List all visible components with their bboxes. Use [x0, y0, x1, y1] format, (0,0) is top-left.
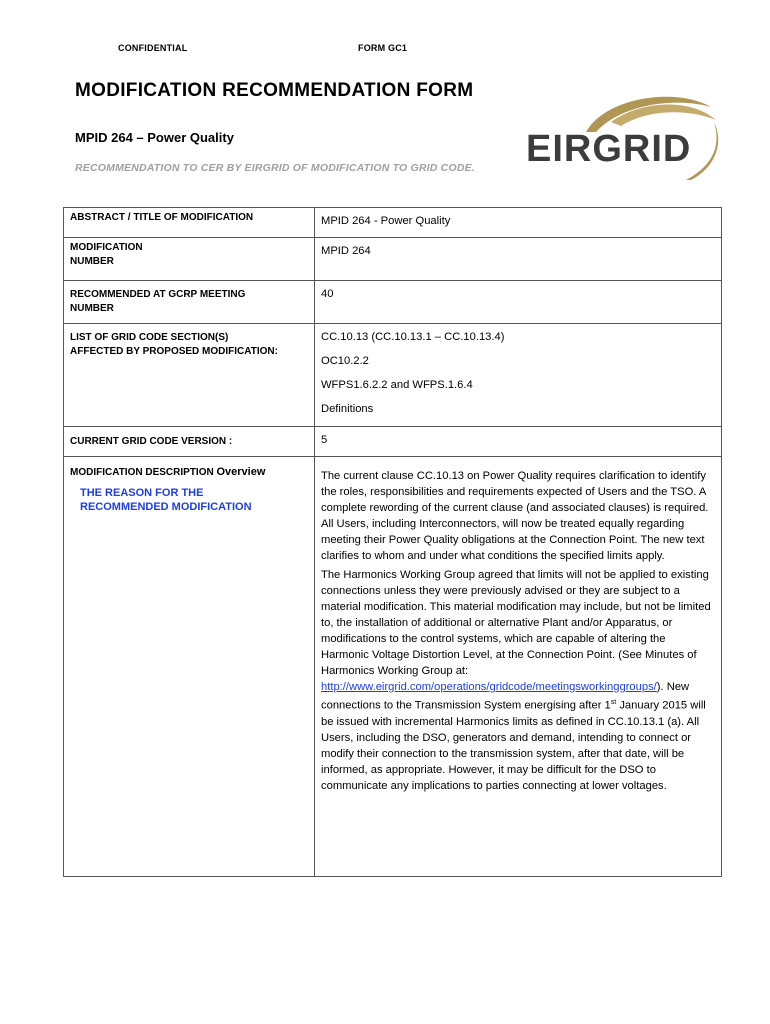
sections-value — [315, 324, 722, 427]
recommendation-line: RECOMMENDATION TO CER BY EIRGRID OF MODIFICATION TO GRID CODE. — [75, 162, 475, 174]
section-item: CC.10.13 (CC.10.13.1 – CC.10.13.4) — [321, 331, 505, 343]
section-item: OC10.2.2 — [321, 355, 369, 367]
modification-number-label-line2: NUMBER — [70, 256, 114, 267]
header-confidential: CONFIDENTIAL — [118, 43, 188, 53]
reason-heading — [80, 486, 308, 514]
page-title: MODIFICATION RECOMMENDATION FORM — [75, 80, 474, 101]
abstract-label: ABSTRACT / TITLE OF MODIFICATION — [64, 208, 315, 238]
gcrp-meeting-value: 40 — [315, 281, 722, 324]
page-subtitle: MPID 264 – Power Quality — [75, 130, 234, 145]
table-row — [64, 457, 722, 877]
description-paragraph-2-mid: ). New connections to the Transmission System energising after 1 — [321, 681, 690, 712]
reason-heading-line1: THE REASON FOR THE — [80, 487, 204, 499]
table-row — [64, 281, 722, 324]
table-row — [64, 324, 722, 427]
gcrp-meeting-label — [64, 281, 315, 324]
modification-number-label — [64, 238, 315, 281]
logo-wordmark: EIRGRID — [526, 128, 692, 170]
ordinal-suffix: st — [610, 699, 617, 706]
eirgrid-logo — [526, 92, 726, 187]
sections-label — [64, 324, 315, 427]
section-item: Definitions — [321, 403, 374, 415]
modification-table — [63, 207, 722, 877]
gcrp-meeting-label-line2: NUMBER — [70, 303, 114, 314]
gcrp-meeting-label-line1: RECOMMENDED AT GCRP MEETING — [70, 289, 246, 300]
description-overview-text: Overview — [216, 466, 266, 478]
version-label: CURRENT GRID CODE VERSION : — [64, 427, 315, 457]
header-form-id: FORM GC1 — [358, 43, 408, 53]
reason-heading-line2: RECOMMENDED MODIFICATION — [80, 501, 252, 513]
description-value — [315, 457, 722, 877]
table-row — [64, 208, 722, 238]
sections-label-line1: LIST OF GRID CODE SECTION(S) — [70, 332, 229, 343]
description-paragraph-2-end: January 2015 will be issued with incremental Harmonics limits as defined in CC.10.13.1 (a). All Users, including the DSO, generators and demand, intending to connect or modify their connection to the transmission system, after that date, will be informed, as appropriate. However, it may be difficult for the DSO to communicate any implications to parties connecting at lower voltages. — [321, 699, 706, 792]
modification-number-value: MPID 264 — [315, 238, 722, 281]
section-item: WFPS1.6.2.2 and WFPS.1.6.4 — [321, 379, 473, 391]
description-label-text: MODIFICATION DESCRIPTION — [70, 467, 214, 478]
description-paragraph-1: The current clause CC.10.13 on Power Quality requires clarification to identify the roles, responsibilities and requirements expected of Users and the TSO. A complete rewording of the current clause (and associated clauses) is required. All Users, including Interconnectors, will now be treated equally regarding meeting their Power Quality obligations at the Connection Point. The new text clarifies to whom and under what conditions the specified limits apply. — [321, 470, 709, 562]
version-value: 5 — [315, 427, 722, 457]
description-paragraph-2-start: The Harmonics Working Group agreed that limits will not be applied to existing connections unless they were previously advised or they are subject to a material modification. This material modification may include, but not be limited to, the installation of additional or alternative Plant and/or Apparatus, or modifications to the control systems, which are capable of altering the Harmonic Voltage Distortion Level, at the Connection Point. (See Minutes of Harmonics Working Group at: — [321, 569, 711, 677]
table-row — [64, 238, 722, 281]
abstract-value: MPID 264 - Power Quality — [315, 208, 722, 238]
modification-number-label-line1: MODIFICATION — [70, 242, 143, 253]
description-label — [64, 457, 315, 877]
table-row — [64, 427, 722, 457]
minutes-link[interactable]: http://www.eirgrid.com/operations/gridcode/meetingsworkinggroups/ — [321, 681, 657, 693]
sections-label-line2: AFFECTED BY PROPOSED MODIFICATION: — [70, 346, 278, 357]
description-paragraph-2 — [321, 567, 715, 794]
